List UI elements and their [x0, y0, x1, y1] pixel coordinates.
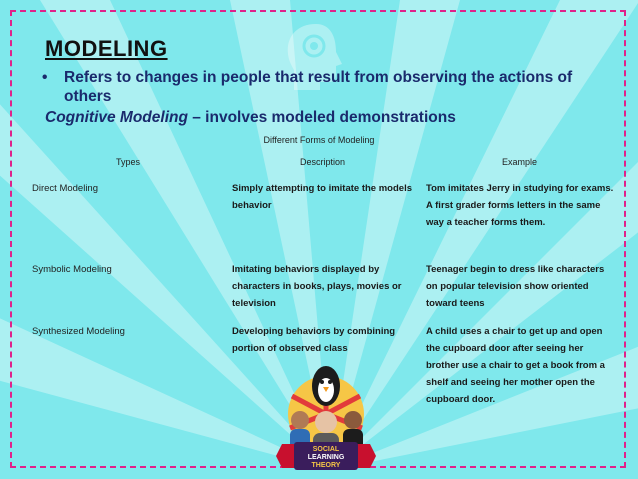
bullet-marker: • [42, 69, 48, 86]
row-1-description: Simply attempting to imitate the models behavior [232, 183, 412, 211]
row-2-example: Teenager begin to dress like characters on popular television show oriented toward teens [426, 264, 605, 309]
column-header-types: Types [116, 157, 141, 167]
row-2-type: Symbolic Modeling [32, 264, 112, 275]
badge-line-1: SOCIAL [312, 446, 340, 453]
row-3-example: A child uses a chair to get up and open the cupboard door after seeing her brother use a chair to get a book from a shelf and seeing her mother open the cupboard door. [426, 326, 605, 405]
definition-text: Refers to changes in people that result from observing the actions of others [64, 69, 573, 105]
row-2-description: Imitating behaviors displayed by characters in books, plays, movies or television [232, 264, 402, 309]
column-header-example: Example [502, 157, 538, 167]
column-header-description: Description [300, 157, 346, 167]
row-3-description: Developing behaviors by combining portion of observed class [232, 326, 396, 354]
definition-bullet [42, 68, 602, 106]
row-1-example: Tom imitates Jerry in studying for exams. A first grader forms letters in the same way a teacher forms them. [426, 183, 614, 228]
table-title: Different Forms of Modeling [263, 135, 375, 145]
slide-title: MODELING [45, 36, 168, 61]
badge-line-3: THEORY [311, 462, 341, 469]
row-1-type: Direct Modeling [32, 183, 98, 194]
social-learning-theory-illustration [276, 356, 376, 474]
cognitive-modeling-definition: – involves modeled demonstrations [187, 109, 456, 126]
cognitive-modeling-term: Cognitive Modeling [45, 109, 188, 126]
cognitive-modeling-line [45, 109, 456, 127]
badge-line-2: LEARNING [307, 454, 345, 461]
row-3-type: Synthesized Modeling [32, 326, 125, 337]
